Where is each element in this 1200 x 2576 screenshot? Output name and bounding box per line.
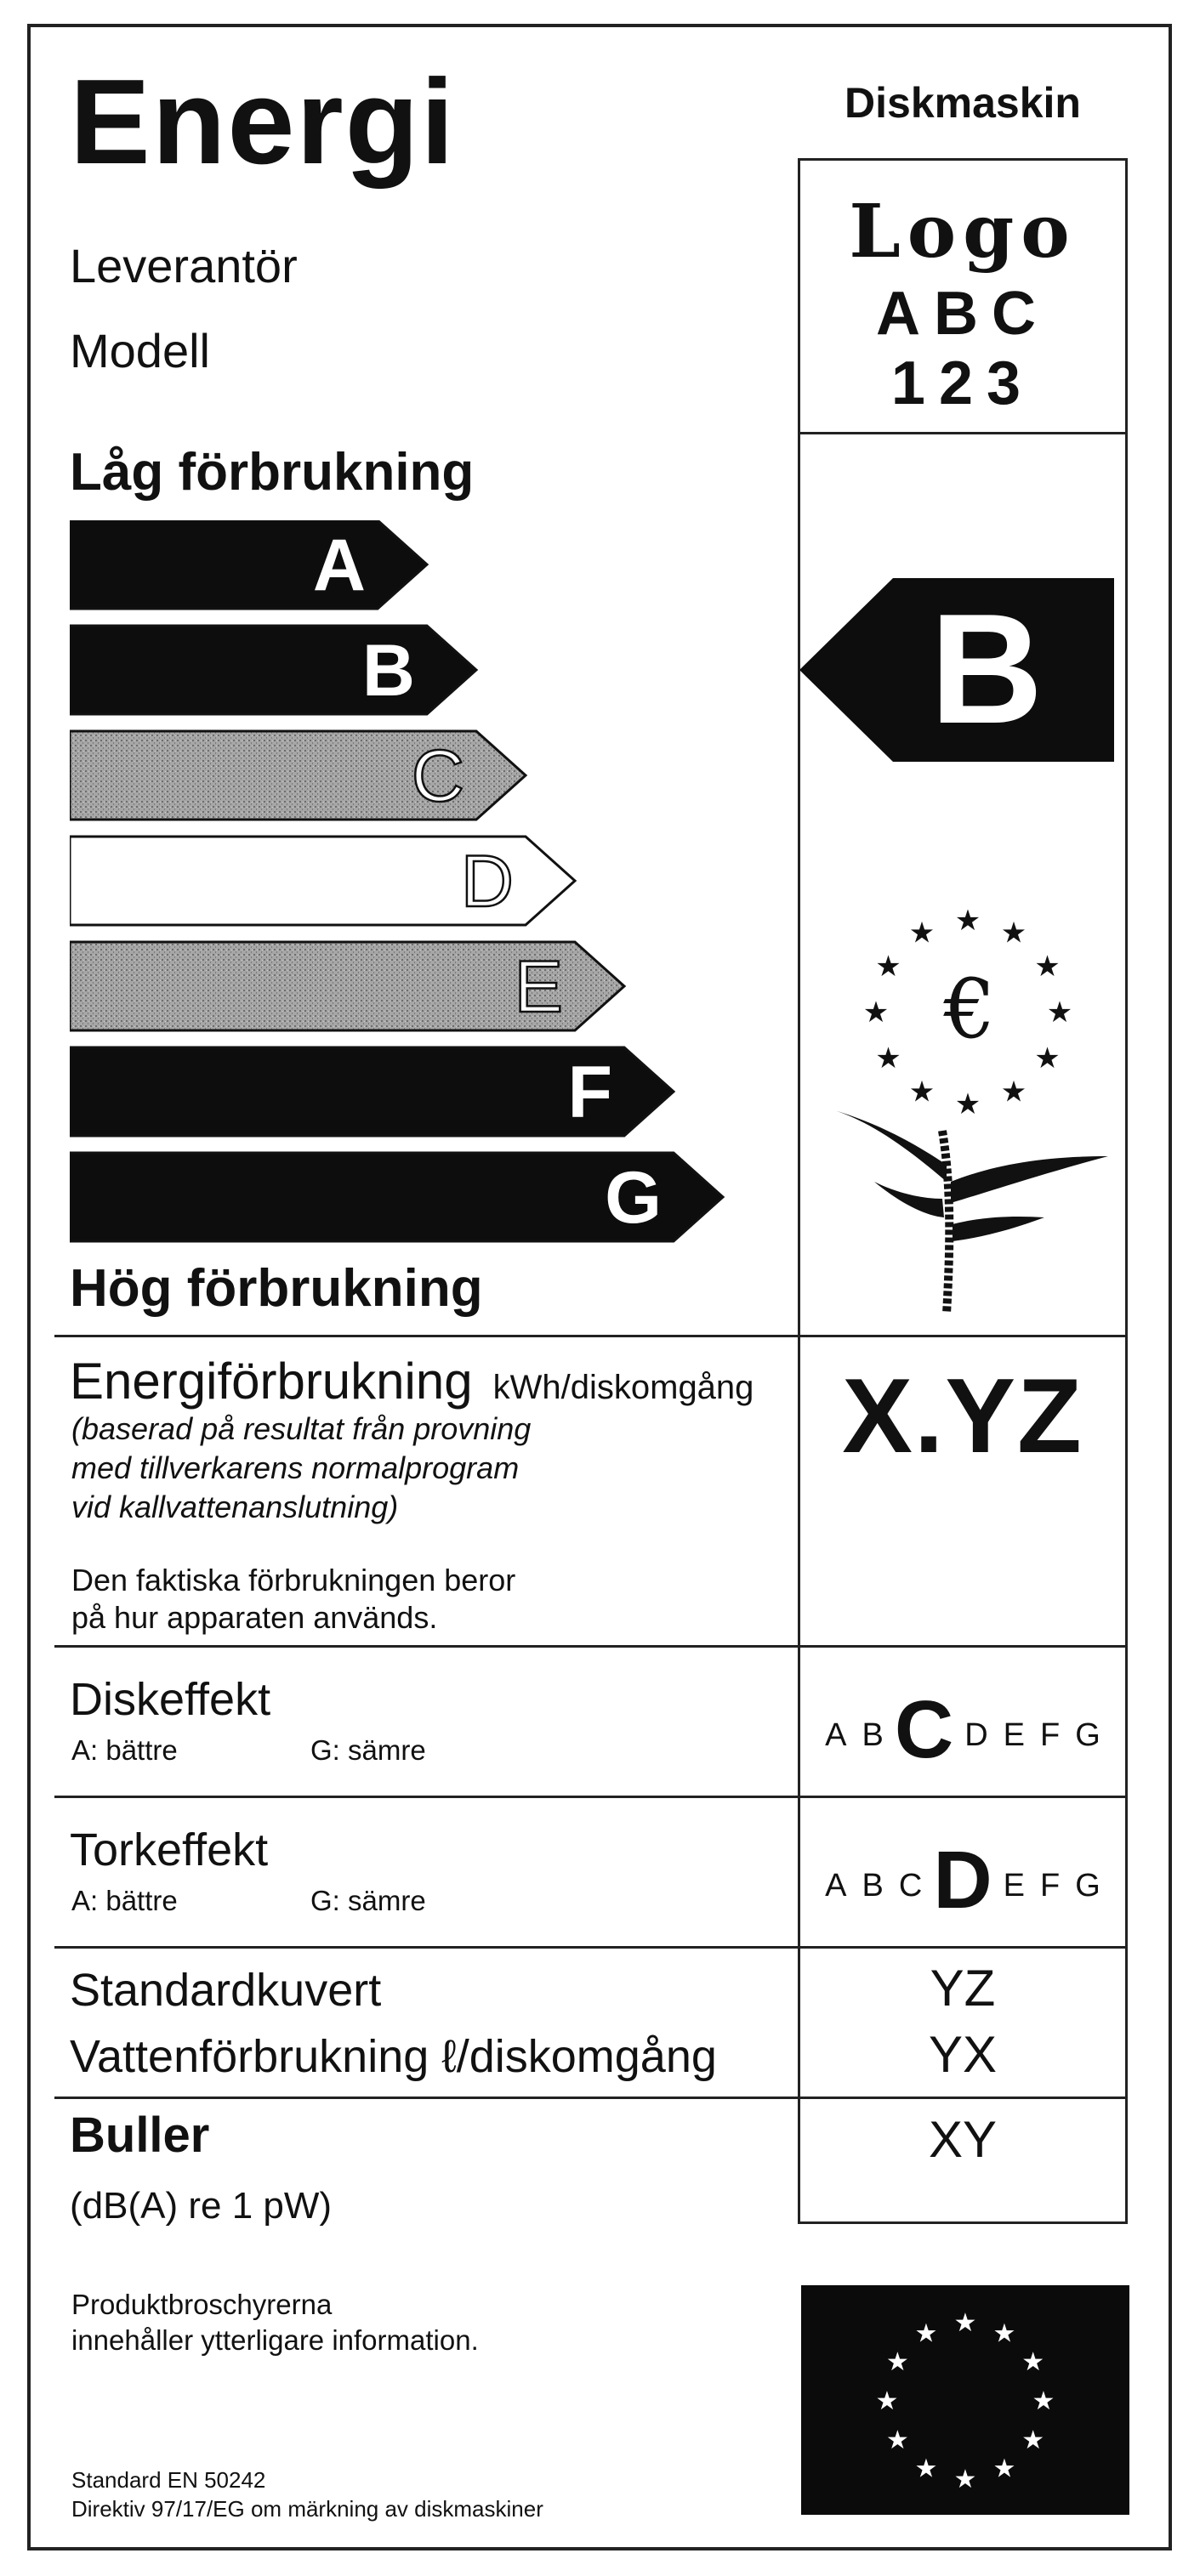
scale-class-c: C [898, 1868, 923, 1904]
drying-better: A: bättre [71, 1885, 178, 1916]
flower-star: ★ [1000, 916, 1027, 950]
scale-letter-f: F [567, 1052, 612, 1133]
flower-star: ★ [1034, 950, 1061, 984]
scale-class-e: E [1003, 1717, 1026, 1753]
low-consumption-label: Låg förbrukning [70, 443, 475, 502]
flower-star: ★ [908, 1075, 936, 1109]
divider-energy [54, 1335, 1128, 1337]
logo-line-3: 123 [890, 349, 1035, 417]
eu-flag-stars [801, 2285, 1129, 2515]
noise-unit: (dB(A) re 1 pW) [70, 2185, 333, 2227]
eu-flower-icon [823, 910, 1112, 1318]
efficiency-scale [70, 520, 767, 1243]
scale-class-f: F [1040, 1868, 1061, 1904]
water-consumption-value: YX [928, 2026, 998, 2083]
scale-class-d: D [933, 1835, 992, 1926]
scale-class-a: A [825, 1717, 847, 1753]
divider-noise [54, 2097, 1128, 2099]
flag-star: ★ [1032, 2386, 1055, 2416]
rating-letter: B [930, 581, 1044, 756]
drying-label: Torkeffekt [70, 1824, 269, 1875]
flower-star: ★ [954, 910, 981, 938]
eu-flag-icon [801, 2285, 1129, 2515]
info-line-1: Produktbroschyrerna [71, 2289, 333, 2320]
energy-note-1: (baserad på resultat från provning [71, 1411, 532, 1446]
energy-consumption-title: Energiförbrukning [70, 1353, 473, 1410]
high-consumption-label: Hög förbrukning [70, 1259, 483, 1318]
flower-star: ★ [875, 950, 901, 984]
scale-letter-e: E [514, 946, 563, 1028]
info-line-2: innehåller ytterligare information. [71, 2324, 479, 2356]
scale-letter-b: B [361, 630, 415, 712]
scale-letter-d: D [460, 841, 514, 922]
scale-bar-a [70, 520, 427, 609]
actual-consumption-2: på hur apparaten används. [71, 1600, 438, 1635]
flag-star: ★ [914, 2454, 938, 2484]
scale-class-g: G [1075, 1717, 1100, 1753]
washing-worse: G: sämre [310, 1734, 426, 1766]
divider-drying [54, 1796, 1128, 1798]
directive-reference: Direktiv 97/17/EG om märkning av diskmaskiner [71, 2496, 543, 2522]
flag-star: ★ [1021, 2426, 1045, 2455]
scale-class-b: B [862, 1717, 884, 1753]
flower-star: ★ [1046, 996, 1073, 1030]
washing-scale [798, 1683, 1128, 1777]
appliance-type: Diskmaskin [845, 79, 1081, 127]
standard-place-settings-value: YZ [930, 1960, 996, 2017]
right-column-top [798, 158, 1128, 161]
washing-better: A: bättre [71, 1734, 178, 1766]
noise-label: Buller [70, 2108, 210, 2163]
scale-class-e: E [1003, 1868, 1026, 1904]
flag-star: ★ [914, 2318, 938, 2349]
flower-star: ★ [954, 1087, 981, 1121]
water-consumption-label: Vattenförbrukning ℓ/diskomgång [70, 2031, 717, 2082]
energy-note-2: med tillverkarens normalprogram [71, 1450, 520, 1485]
model-label: Modell [70, 324, 210, 377]
scale-class-c: C [894, 1684, 954, 1775]
standard-place-settings-label: Standardkuvert [70, 1965, 382, 2016]
scale-class-a: A [825, 1868, 847, 1904]
flower-star: ★ [875, 1041, 901, 1075]
flag-star: ★ [992, 2454, 1016, 2484]
energy-unit: kWh/diskomgång [492, 1369, 754, 1406]
flower-star: ★ [1034, 1041, 1061, 1075]
scale-class-g: G [1075, 1868, 1100, 1904]
flower-star: ★ [862, 996, 890, 1030]
logo-line-2: ABC [876, 280, 1049, 348]
flower-star: ★ [908, 916, 936, 950]
scale-class-f: F [1040, 1717, 1061, 1753]
energy-consumption-label [70, 1352, 754, 1410]
scale-class-b: B [862, 1868, 884, 1904]
scale-bar-b [70, 626, 476, 714]
flag-star: ★ [885, 2347, 909, 2377]
actual-consumption-1: Den faktiska förbrukningen beror [71, 1563, 516, 1597]
divider-washing [54, 1645, 1128, 1648]
flag-star: ★ [953, 2308, 977, 2338]
energy-note-3: vid kallvattenanslutning) [71, 1489, 399, 1524]
drying-scale [798, 1834, 1128, 1927]
noise-value: XY [928, 2111, 998, 2168]
washing-label: Diskeffekt [70, 1674, 271, 1725]
scale-class-d: D [964, 1717, 988, 1753]
flag-star: ★ [1021, 2347, 1045, 2377]
standard-reference: Standard EN 50242 [71, 2467, 266, 2493]
logo-word: Logo [849, 189, 1077, 275]
scale-letter-a: A [312, 525, 366, 606]
label-title: Energi [70, 54, 456, 190]
scale-letter-g: G [605, 1157, 662, 1239]
flower-star: ★ [1000, 1075, 1027, 1109]
drying-worse: G: sämre [310, 1885, 426, 1916]
flag-star: ★ [885, 2426, 909, 2455]
flag-star: ★ [992, 2318, 1016, 2349]
logo-box-bottom [798, 432, 1128, 434]
energy-value: X.YZ [842, 1358, 1083, 1475]
flower-center-letter: € [943, 962, 996, 1057]
rating-arrow [799, 578, 1123, 765]
divider-capacity [54, 1946, 1128, 1949]
supplier-label: Leverantör [70, 239, 298, 292]
flag-star: ★ [875, 2386, 899, 2416]
flag-star: ★ [953, 2465, 977, 2494]
right-column-bottom [798, 2221, 1128, 2224]
scale-letter-c: C [411, 735, 464, 817]
